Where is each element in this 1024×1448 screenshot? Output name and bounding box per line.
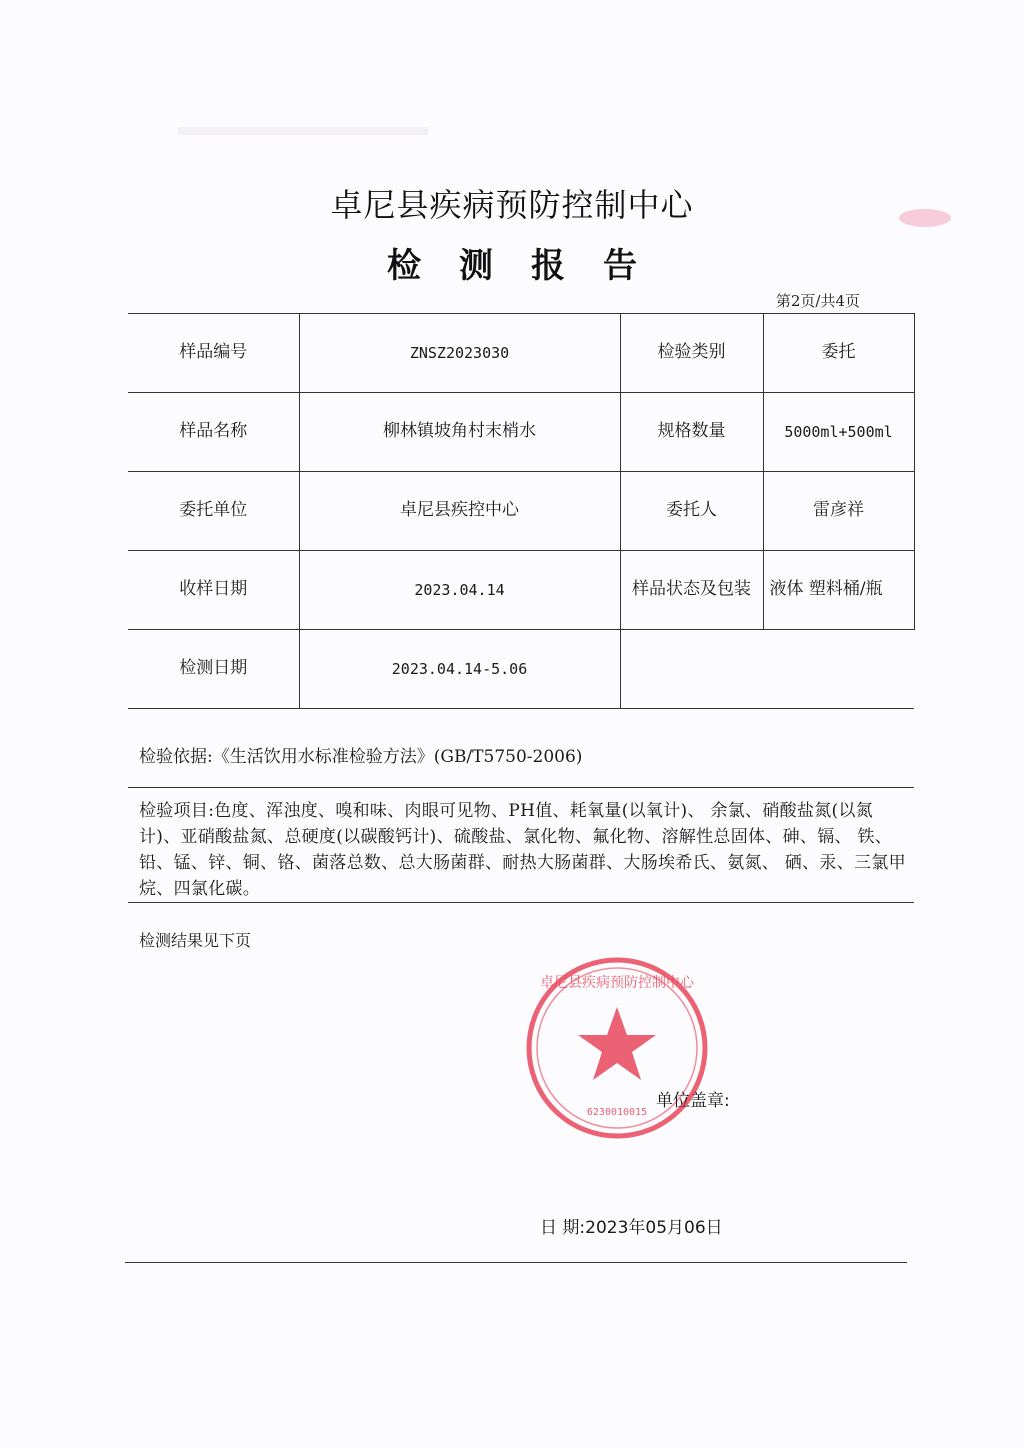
svg-text:卓尼县疾病预防控制中心: 卓尼县疾病预防控制中心 bbox=[540, 975, 694, 991]
label-sample-name: 样品名称 bbox=[128, 393, 299, 472]
divider-basis bbox=[128, 787, 914, 788]
label-client-unit: 委托单位 bbox=[128, 472, 299, 551]
report-date: 日 期:2023年05月06日 bbox=[540, 1218, 723, 1238]
faint-bleed-through-text bbox=[178, 124, 428, 138]
value-test-type: 委托 bbox=[763, 314, 914, 393]
empty-cell bbox=[620, 630, 914, 709]
bottom-rule bbox=[125, 1262, 907, 1263]
test-basis: 检验依据:《生活饮用水标准检验方法》(GB/T5750-2006) bbox=[139, 747, 583, 767]
svg-text:6230010015: 6230010015 bbox=[586, 1107, 648, 1118]
org-title: 卓尼县疾病预防控制中心 bbox=[330, 186, 694, 224]
value-test-date: 2023.04.14-5.06 bbox=[299, 630, 620, 709]
label-sample-id: 样品编号 bbox=[128, 314, 299, 393]
label-spec-quantity: 规格数量 bbox=[620, 393, 763, 472]
table-row bbox=[128, 551, 914, 630]
value-sample-name: 柳林镇坡角村末梢水 bbox=[299, 393, 620, 472]
label-test-date: 检测日期 bbox=[128, 630, 299, 709]
seal-label: 单位盖章: bbox=[656, 1091, 730, 1111]
page-indicator: 第2页/共4页 bbox=[775, 292, 860, 310]
label-receive-date: 收样日期 bbox=[128, 551, 299, 630]
table-row bbox=[128, 630, 914, 709]
label-test-type: 检验类别 bbox=[620, 314, 763, 393]
table-row bbox=[128, 393, 914, 472]
table-row bbox=[128, 472, 914, 551]
official-seal bbox=[524, 955, 710, 1141]
value-client-unit: 卓尼县疾控中心 bbox=[299, 472, 620, 551]
doc-title: 检测报告 bbox=[387, 246, 675, 286]
label-sample-state: 样品状态及包装 bbox=[620, 551, 763, 630]
value-sample-id: ZNSZ2023030 bbox=[299, 314, 620, 393]
table-row bbox=[128, 314, 914, 393]
results-note: 检测结果见下页 bbox=[139, 931, 252, 950]
sample-info-table bbox=[128, 313, 915, 709]
value-receive-date: 2023.04.14 bbox=[299, 551, 620, 630]
value-spec-quantity: 5000ml+500ml bbox=[763, 393, 914, 472]
value-client-person: 雷彦祥 bbox=[763, 472, 914, 551]
test-items: 检验项目:色度、浑浊度、嗅和味、肉眼可见物、PH值、耗氧量(以氧计)、 余氯、硝酸盐氮(以氮计)、亚硝酸盐氮、总硬度(以碳酸钙计)、硫酸盐、氯化物、氟化物、溶解性总固体、砷、镉、 铁、铅、锰、锌、铜、铬、菌落总数、总大肠菌群、耐热大肠菌群、大肠埃希氏、氨氮、 硒、汞、三氯甲烷、四氯化碳。 bbox=[139, 801, 906, 899]
value-sample-state: 液体 塑料桶/瓶 bbox=[763, 551, 914, 630]
divider-items bbox=[128, 902, 914, 903]
label-client-person: 委托人 bbox=[620, 472, 763, 551]
